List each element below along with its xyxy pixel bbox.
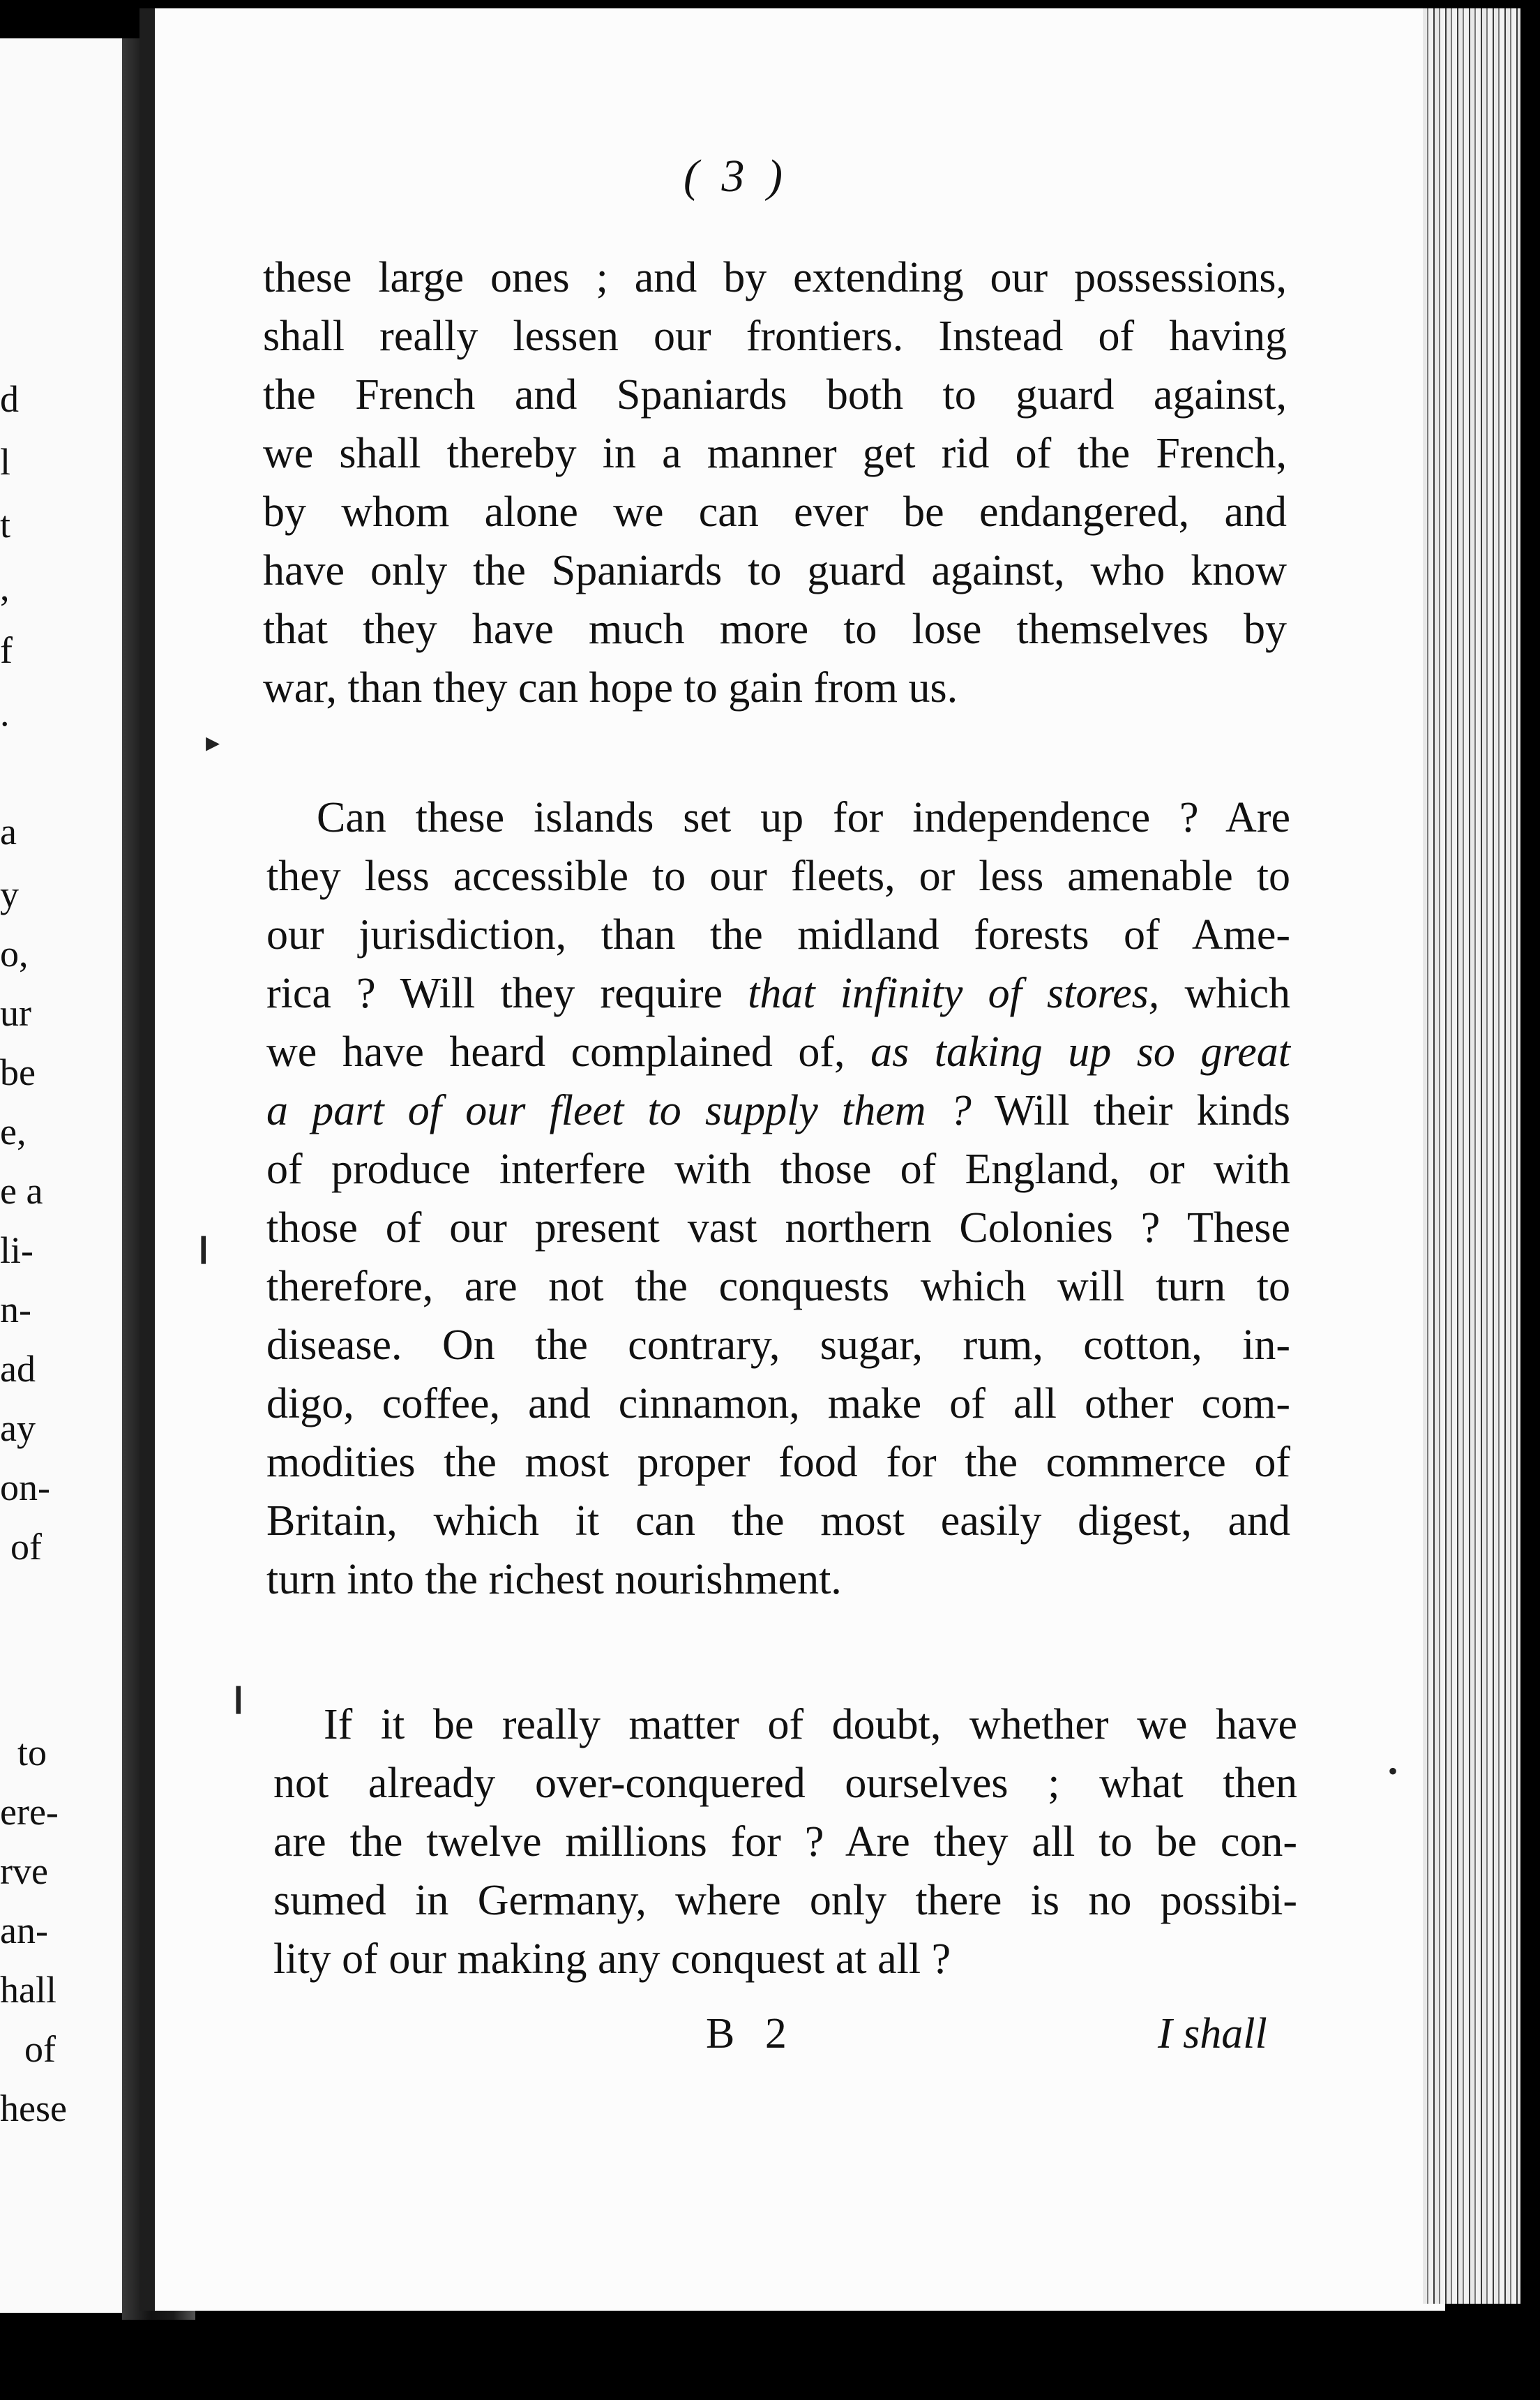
left-fragment: of [24, 2028, 56, 2070]
left-fragment: y [0, 873, 19, 915]
left-fragment: e a [0, 1170, 43, 1212]
text-line: disease. On the contrary, sugar, rum, cotton, in- [266, 1321, 1290, 1369]
catchword: I shall [1158, 2010, 1267, 2057]
left-fragment: ad [0, 1348, 36, 1390]
left-fragment: ur [0, 992, 31, 1034]
italic-phrase: as taking up so great [870, 1028, 1290, 1076]
left-fragment: e, [0, 1111, 27, 1153]
left-fragment: ere- [0, 1791, 59, 1833]
text-line: sumed in Germany, where only there is no possibi- [273, 1877, 1297, 1924]
left-fragment: a [0, 811, 17, 853]
margin-mark: ❙ [192, 1232, 216, 1263]
text-line: modities the most proper food for the commerce of [266, 1439, 1290, 1486]
margin-mark: • [1388, 1755, 1398, 1787]
text-line: that they have much more to lose themselves by [263, 606, 1287, 653]
left-fragment: t [0, 504, 11, 546]
left-fragment: hall [0, 1969, 56, 2011]
text-line: If it be really matter of doubt, whether we have [324, 1701, 1297, 1748]
text-line: turn into the richest nourishment. [266, 1556, 842, 1603]
left-fragment: n- [0, 1289, 31, 1330]
left-fragment: rve [0, 1850, 48, 1892]
left-fragment: to [17, 1732, 47, 1773]
paragraph-3 [273, 1695, 1297, 1988]
text-fragment: Will their kinds [971, 1087, 1290, 1134]
italic-phrase: that infinity of stores, [748, 970, 1160, 1017]
text-line: Can these islands set up for independence ? Are [317, 794, 1290, 841]
page-edges [1423, 8, 1520, 2304]
italic-phrase: a part of our fleet to supply them ? [266, 1087, 972, 1134]
text-line: these large ones ; and by extending our possessions, [263, 254, 1287, 301]
left-fragment: on- [0, 1467, 50, 1508]
text-line: we shall thereby in a manner get rid of the French, [263, 430, 1287, 477]
left-fragment: d [0, 378, 19, 420]
text-line: have only the Spaniards to guard against, who know [263, 547, 1287, 594]
left-fragment: hese [0, 2087, 67, 2129]
left-fragment: li- [0, 1229, 33, 1271]
text-line [266, 964, 1290, 1023]
left-fragment: l [0, 441, 11, 483]
left-fragment: ay [0, 1407, 36, 1449]
text-line: not already over-conquered ourselves ; what then [273, 1760, 1297, 1807]
text-line: lity of our making any conquest at all ? [273, 1935, 951, 1983]
text-line: they less accessible to our fleets, or less amenable to [266, 853, 1290, 900]
margin-mark: ▸ [206, 726, 220, 758]
left-fragment: f [0, 629, 13, 671]
margin-mark: ❙ [227, 1682, 250, 1713]
text-line: shall really lessen our frontiers. Instead of having [263, 313, 1287, 360]
text-line: by whom alone we can ever be endangered, and [263, 488, 1287, 536]
text-line: those of our present vast northern Colonies ? These [266, 1204, 1290, 1252]
left-page [0, 38, 129, 2313]
text-line: digo, coffee, and cinnamon, make of all other com- [266, 1380, 1290, 1427]
text-line: our jurisdiction, than the midland forests of Ame- [266, 911, 1290, 959]
text-line: are the twelve millions for ? Are they all to be con- [273, 1818, 1297, 1866]
left-fragment: . [0, 692, 10, 734]
left-fragment: of [10, 1526, 42, 1568]
text-fragment: we have heard complained of, [266, 1028, 871, 1076]
text-line [266, 1023, 1290, 1081]
text-line: the French and Spaniards both to guard against, [263, 371, 1287, 419]
left-fragment: be [0, 1051, 36, 1093]
paragraph-1 [263, 248, 1287, 717]
page-number: ( 3 ) [684, 151, 788, 202]
text-line: Britain, which it can the most easily digest, and [266, 1497, 1290, 1545]
text-line [266, 1081, 1290, 1140]
text-line: war, than they can hope to gain from us. [263, 664, 958, 712]
paragraph-2 [266, 788, 1290, 1609]
text-line: of produce interfere with those of England, or with [266, 1146, 1290, 1193]
text-line: therefore, are not the conquests which will turn to [266, 1263, 1290, 1310]
text-fragment: rica ? Will they require [266, 970, 748, 1017]
signature-mark: B 2 [706, 2010, 797, 2057]
left-fragment: o, [0, 933, 29, 975]
left-fragment: , [0, 567, 10, 608]
left-fragment: an- [0, 1910, 48, 1951]
text-fragment: which [1159, 970, 1290, 1017]
